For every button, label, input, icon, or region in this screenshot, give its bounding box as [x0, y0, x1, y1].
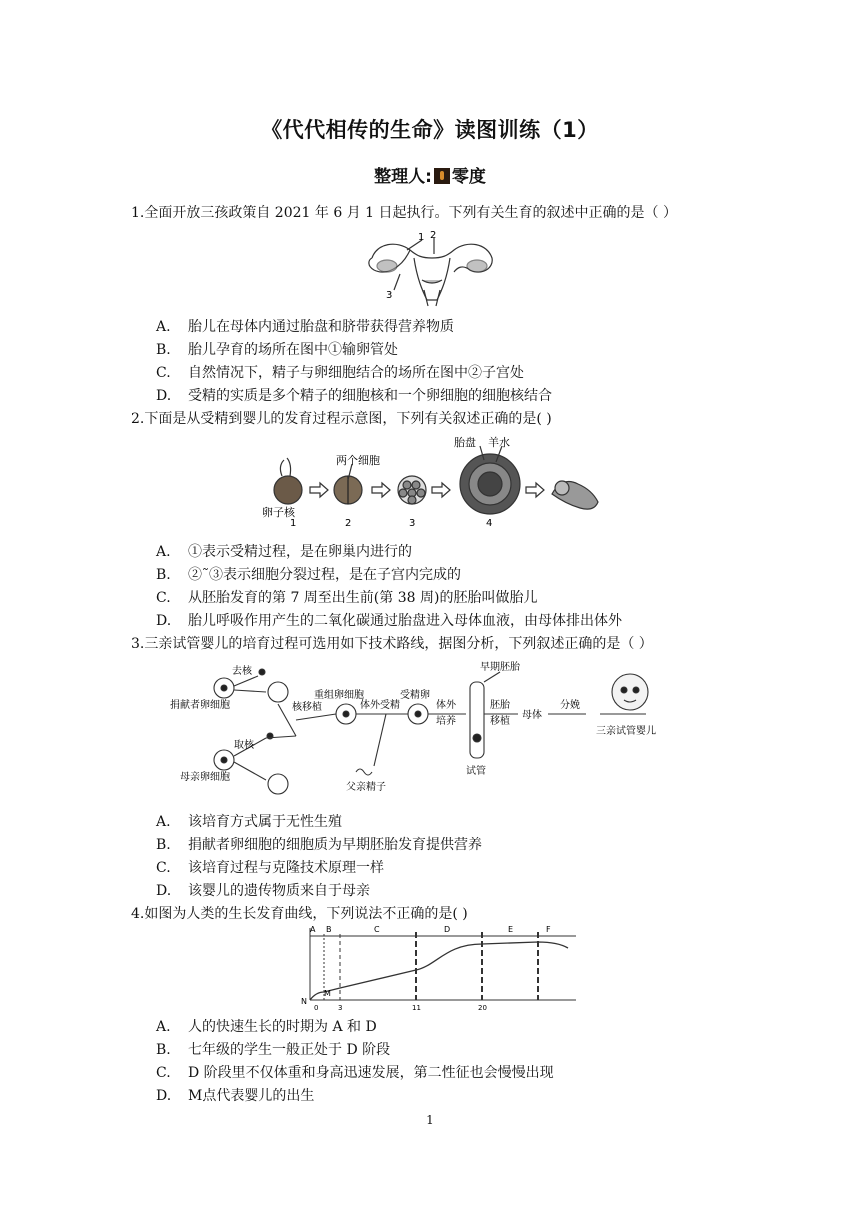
q1-option-b[interactable]: [156, 339, 398, 359]
figure-label-2: 2: [430, 230, 437, 241]
option-text: 该培育过程与克隆技术原理一样: [188, 860, 384, 876]
figure-label-egg-nucleus: 卵子核: [262, 506, 295, 519]
option-text: 该婴儿的遗传物质来自于母亲: [188, 883, 370, 899]
tick-11: 11: [412, 1004, 421, 1012]
figure-label-extract-nucleus: 取核: [234, 740, 254, 751]
option-letter: D.: [156, 613, 172, 629]
figure-label-embryo: 胚胎: [490, 700, 510, 711]
point-m: M: [324, 989, 331, 998]
option-letter: B.: [156, 1042, 171, 1058]
q3-option-b[interactable]: [156, 834, 482, 854]
option-text: M点代表婴儿的出生: [188, 1088, 315, 1104]
figure-label-delivery: 分娩: [560, 700, 580, 711]
figure-label-placenta: 胎盘: [454, 436, 476, 449]
tick-20: 20: [478, 1004, 487, 1012]
q4-option-a[interactable]: [156, 1016, 377, 1036]
compiler-name: 零度: [451, 167, 486, 187]
figure-label-3: 3: [386, 290, 393, 301]
stage-f: F: [546, 925, 551, 934]
option-text: 人的快速生长的时期为 A 和 D: [188, 1019, 377, 1035]
q4-option-b[interactable]: [156, 1039, 390, 1059]
figure-step-2: 2: [345, 518, 352, 529]
q3-option-d[interactable]: [156, 880, 370, 900]
stage-a: A: [310, 925, 316, 934]
option-text: 受精的实质是多个精子的细胞核和一个卵细胞的细胞核结合: [188, 388, 552, 404]
option-letter: C.: [156, 1065, 171, 1081]
option-text: 胎儿在母体内通过胎盘和脐带获得营养物质: [188, 319, 454, 335]
option-letter: A.: [156, 814, 171, 830]
option-letter: B.: [156, 837, 171, 853]
option-text: ②˜③表示细胞分裂过程，是在子宫内完成的: [188, 567, 461, 583]
figure-label-1: 1: [418, 232, 425, 243]
figure-label-amniotic-fluid: 羊水: [488, 436, 510, 449]
q4-option-d[interactable]: [156, 1085, 314, 1105]
option-letter: C.: [156, 365, 171, 381]
figure-label-zygote: 受精卵: [400, 690, 430, 701]
figure-label-enucleate: 去核: [232, 666, 252, 677]
compiler-line: [0, 162, 860, 187]
q2-option-b[interactable]: [156, 564, 461, 584]
figure-label-two-cells: 两个细胞: [336, 454, 380, 467]
option-letter: B.: [156, 567, 171, 583]
figure-label-transfer: 移植: [490, 716, 510, 727]
q3-option-a[interactable]: [156, 811, 342, 831]
stage-d: D: [444, 925, 451, 934]
option-text: 胎儿孕育的场所在图中①输卵管处: [188, 342, 398, 358]
option-text: ①表示受精过程，是在卵巢内进行的: [188, 544, 412, 560]
stage-b: B: [326, 925, 332, 934]
option-letter: D.: [156, 1088, 172, 1104]
figure-step-1: 1: [290, 518, 297, 529]
question-3-stem: 3.三亲试管婴儿的培育过程可选用如下技术路线，据图分析，下列叙述正确的是（ ）: [131, 636, 653, 652]
tick-0: 0: [314, 1004, 319, 1012]
figure-step-3: 3: [409, 518, 416, 529]
option-letter: A.: [156, 1019, 171, 1035]
page-title: 《代代相传的生命》读图训练（1）: [261, 118, 599, 142]
q1-option-a[interactable]: [156, 316, 454, 336]
figure-label-in-vitro: 体外: [436, 700, 456, 711]
q4-option-c[interactable]: [156, 1062, 554, 1082]
option-letter: D.: [156, 883, 172, 899]
question-1-stem: 1.全面开放三孩政策自 2021 年 6 月 1 日起执行。下列有关生育的叙述中正确的是（ ）: [131, 205, 677, 221]
figure-label-recombined-egg: 重组卵细胞: [314, 690, 364, 701]
page-number: 1: [426, 1113, 434, 1127]
figure-label-ivf: 体外受精: [360, 700, 400, 711]
figure-label-early-embryo: 早期胚胎: [480, 662, 520, 673]
q2-option-c[interactable]: [156, 587, 537, 607]
question-4-stem: 4.如图为人类的生长发育曲线，下列说法不正确的是( ): [131, 906, 468, 922]
three-parent-ivf-figure: [160, 658, 680, 798]
option-text: 胎儿呼吸作用产生的二氧化碳通过胎盘进入母体血液，由母体排出体外: [188, 613, 622, 629]
q3-option-c[interactable]: [156, 857, 384, 877]
option-text: 该培育方式属于无性生殖: [188, 814, 342, 830]
option-text: 从胚胎发育的第 7 周至出生前(第 38 周)的胚胎叫做胎儿: [188, 590, 538, 606]
option-letter: B.: [156, 342, 171, 358]
figure-step-4: 4: [486, 518, 493, 529]
q1-option-d[interactable]: [156, 385, 552, 405]
option-letter: C.: [156, 590, 171, 606]
option-letter: A.: [156, 319, 171, 335]
figure-label-test-tube: 试管: [466, 766, 486, 777]
figure-label-three-parent-baby: 三亲试管婴儿: [596, 726, 656, 737]
growth-curve-figure: [296, 922, 582, 1012]
fertilization-development-figure: [252, 432, 602, 532]
figure-label-father-sperm: 父亲精子: [346, 782, 386, 793]
figure-label-nuclear-transfer: 核移植: [292, 702, 322, 713]
tick-3: 3: [338, 1004, 343, 1012]
option-text: 捐献者卵细胞的细胞质为早期胚胎发育提供营养: [188, 837, 482, 853]
q2-option-a[interactable]: [156, 541, 412, 561]
stage-e: E: [508, 925, 514, 934]
figure-label-culture: 培养: [436, 716, 456, 727]
q2-option-d[interactable]: [156, 610, 622, 630]
q1-option-c[interactable]: [156, 362, 524, 382]
stage-c: C: [374, 925, 380, 934]
option-letter: C.: [156, 860, 171, 876]
option-text: 七年级的学生一般正处于 D 阶段: [188, 1042, 391, 1058]
option-text: 自然情况下，精子与卵细胞结合的场所在图中②子宫处: [188, 365, 524, 381]
compiler-label: 整理人:: [374, 167, 432, 187]
point-n: N: [301, 997, 307, 1006]
figure-label-donor-egg: 捐献者卵细胞: [170, 700, 230, 711]
uterus-figure: [362, 228, 502, 308]
question-2-stem: 2.下面是从受精到婴儿的发育过程示意图，下列有关叙述正确的是( ): [131, 411, 552, 427]
option-letter: D.: [156, 388, 172, 404]
figure-label-mother-body: 母体: [522, 710, 542, 721]
figure-label-mother-egg: 母亲卵细胞: [180, 772, 230, 783]
option-text: D 阶段里不仅体重和身高迅速发展，第二性征也会慢慢出现: [188, 1065, 554, 1081]
option-letter: A.: [156, 544, 171, 560]
compiler-avatar-icon: [434, 168, 450, 184]
